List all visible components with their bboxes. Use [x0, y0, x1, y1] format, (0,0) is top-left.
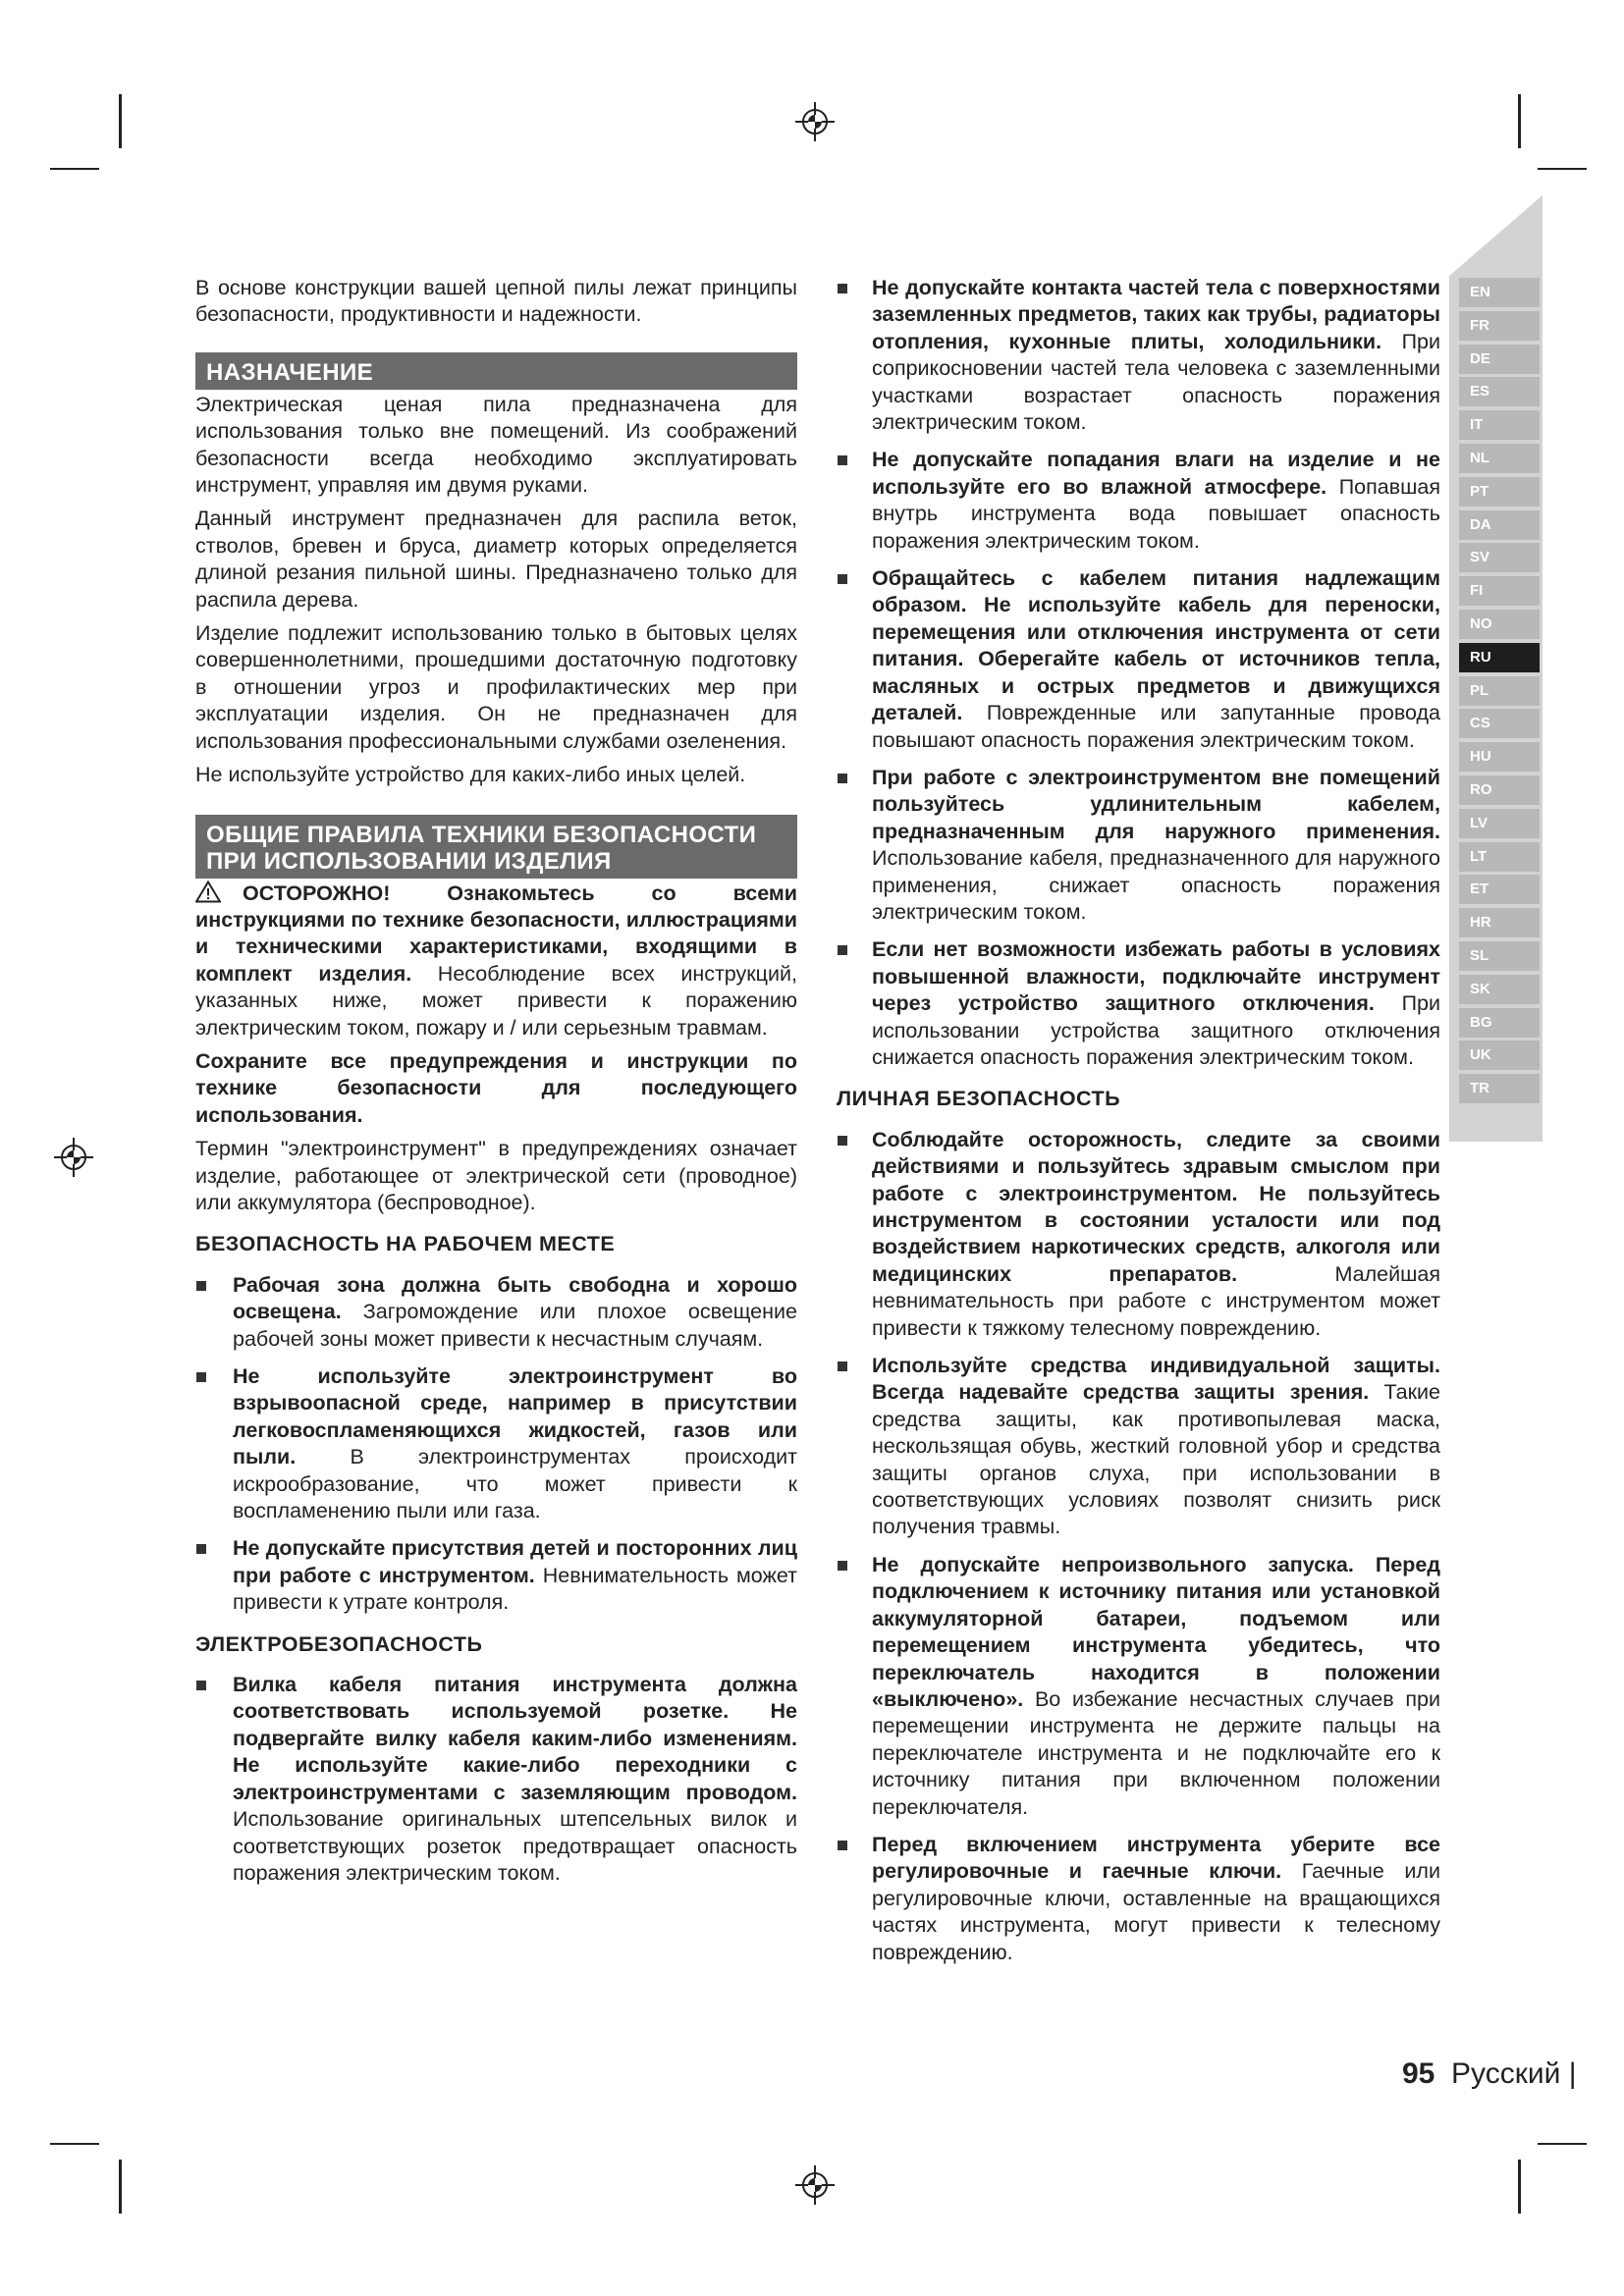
footer-separator: |: [1568, 2057, 1577, 2090]
purpose-paragraph: Электрическая ценая пила предназначена для использования только вне помещений. Из соображений безопасности всегда необходимо эксплуатировать инструмент, управляя им двумя руками.: [195, 392, 797, 498]
left-column: [195, 275, 797, 1897]
purpose-paragraph: Не используйте устройство для каких-либо иных целей.: [195, 763, 746, 787]
bullet-item: Обращайтесь с кабелем питания надлежащим образом. Не используйте кабель для переноски, перемещения или отключения инструмента от сети питания. Оберегайте кабель от источников тепла, масляных и острых предметов и движущихся деталей. Поврежденные или запутанные провода повышают опасность поражения электрическим током.: [837, 565, 1440, 754]
crop-mark-br-horizontal: [1538, 2143, 1587, 2145]
bullet-item: Если нет возможности избежать работы в условиях повышенной влажности, подключайте инструмент через устройство защитного отключения. При использовании устройства защитного отключения снижается опасность поражения электрическим током.: [837, 936, 1440, 1071]
purpose-paragraph: Данный инструмент предназначен для распила веток, стволов, бревен и бруса, диаметр которых определяется длиной резания пильной шины. Предназначено только для распила дерева.: [195, 507, 797, 612]
personal-safety-heading: ЛИЧНАЯ БЕЗОПАСНОСТЬ: [837, 1087, 1121, 1111]
registration-mark-icon: [795, 102, 835, 141]
language-tab-ru: RU: [1459, 643, 1540, 672]
crop-mark-bl-horizontal: [50, 2143, 99, 2145]
language-tab-lt: LT: [1459, 842, 1540, 872]
bullet-item: Рабочая зона должна быть свободна и хорошо освещена. Загромождение или плохое освещение рабочей зоны может привести к несчастным случаям.: [195, 1272, 797, 1353]
bullet-item: Перед включением инструмента уберите все регулировочные и гаечные ключи. Гаечные или регулировочные ключи, оставленные на вращающихся частях инструмента, могут привести к телесному повреждению.: [837, 1832, 1440, 1966]
warning-text: Несоблюдение всех инструкций, указанных ниже, может привести к поражению электрическим током, пожару и / или серьезным травмам.: [195, 961, 797, 1040]
warning-bold-text: ОСТОРОЖНО! Ознакомьтесь со всеми инструкциями по технике безопасности, иллюстрациями и техническими характеристиками, входящими в комплект изделия.: [195, 881, 797, 986]
registration-mark-icon: [795, 2165, 835, 2205]
purpose-paragraph: Изделие подлежит использованию только в бытовых целях совершеннолетними, прошедшими достаточную подготовку в отношении угроз и профилактических мер при эксплуатации изделия. Он не предназначен для использования профессиональными службами озеленения.: [195, 621, 797, 753]
workplace-safety-heading: БЕЗОПАСНОСТЬ НА РАБОЧЕМ МЕСТЕ: [195, 1232, 616, 1256]
page-footer: [1402, 2057, 1577, 2091]
language-name: Русский: [1451, 2057, 1561, 2090]
crop-mark-tr-horizontal: [1538, 168, 1587, 170]
language-tab-nl: NL: [1459, 444, 1540, 473]
language-tab-uk: UK: [1459, 1041, 1540, 1070]
language-tab-ro: RO: [1459, 775, 1540, 805]
language-tab-pt: PT: [1459, 477, 1540, 507]
language-tab-et: ET: [1459, 875, 1540, 904]
registration-mark-icon: [54, 1138, 93, 1177]
language-tab-pl: PL: [1459, 676, 1540, 706]
bullet-item: Вилка кабеля питания инструмента должна соответствовать используемой розетке. Не подвергайте вилку кабеля каким-либо изменениям. Не используйте какие-либо переходники с электроинструментами с заземляющим проводом. Использование оригинальных штепсельных вилок и соответствующих розеток предотвращает опасность поражения электрическим током.: [195, 1672, 797, 1887]
language-tab-sv: SV: [1459, 543, 1540, 572]
purpose-heading: НАЗНАЧЕНИЕ: [195, 352, 797, 390]
bullet-item: Используйте средства индивидуальной защиты. Всегда надевайте средства защиты зрения. Такие средства защиты, как противопылевая маска, нескользящая обувь, жесткий головной убор и средства защиты органов слуха, при использовании в соответствующих условиях позволят снизить риск получения травмы.: [837, 1353, 1440, 1541]
language-tab-de: DE: [1459, 345, 1540, 374]
warning-triangle-icon: [195, 881, 221, 903]
intro-paragraph: В основе конструкции вашей цепной пилы лежат принципы безопасности, продуктивности и надежности.: [195, 276, 797, 327]
page-number: 95: [1402, 2057, 1435, 2090]
language-tab-da: DA: [1459, 510, 1540, 540]
general-safety-heading: [195, 815, 797, 879]
bullet-item: Соблюдайте осторожность, следите за своими действиями и пользуйтесь здравым смыслом при работе с электроинструментом. Не пользуйтесь инструментом в состоянии усталости или под воздействием наркотических средств, алкоголя или медицинских препаратов. Малейшая невнимательность при работе с инструментом может привести к тяжкому телесному повреждению.: [837, 1127, 1440, 1342]
crop-mark-bl-vertical: [119, 2160, 122, 2214]
language-tab-bg: BG: [1459, 1008, 1540, 1038]
bullet-item: Не допускайте присутствия детей и посторонних лиц при работе с инструментом. Невнимательность может привести к утрате контроля.: [195, 1535, 797, 1616]
bullet-item: Не допускайте контакта частей тела с поверхностями заземленных предметов, таких как трубы, радиаторы отопления, кухонные плиты, холодильники. При соприкосновении частей тела человека с заземленными участками возрастает опасность поражения электрическим током.: [837, 275, 1440, 436]
language-tab-hu: HU: [1459, 742, 1540, 772]
bullet-item: Не допускайте непроизвольного запуска. Перед подключением к источнику питания или установкой аккумуляторной батареи, подъемом или перемещением инструмента убедитесь, что переключатель находится в положении «выключено». Во избежание несчастных случаев при перемещении инструмента не держите пальцы на переключателе инструмента и не подключайте его к источнику питания при включенном положении переключателя.: [837, 1552, 1440, 1821]
language-tab-tr: TR: [1459, 1074, 1540, 1103]
crop-mark-tr-vertical: [1518, 94, 1521, 148]
bullet-item: При работе с электроинструментом вне помещений пользуйтесь удлинительным кабелем, предназначенным для наружного применения. Использование кабеля, предназначенного для наружного применения, снижает опасность поражения электрическим током.: [837, 765, 1440, 926]
language-tab-sl: SL: [1459, 941, 1540, 971]
keep-instructions-paragraph: Сохраните все предупреждения и инструкции по технике безопасности для последующего использования.: [195, 1048, 797, 1127]
electrical-safety-heading: ЭЛЕКТРОБЕЗОПАСНОСТЬ: [195, 1631, 483, 1656]
language-tab-no: NO: [1459, 610, 1540, 639]
crop-mark-br-vertical: [1518, 2160, 1521, 2214]
language-tab-it: IT: [1459, 410, 1540, 440]
general-safety-heading-line: ПРИ ИСПОЛЬЗОВАНИИ ИЗДЕЛИЯ: [206, 847, 612, 875]
bullet-item: Не используйте электроинструмент во взрывоопасной среде, например в присутствии легковоспламеняющихся жидкостей, газов или пыли. В электроинструментах происходит искрообразование, что может привести к воспламенению пыли или газа.: [195, 1363, 797, 1524]
right-column: [837, 275, 1440, 1977]
language-tab-en: EN: [1459, 278, 1540, 307]
bullet-item: Не допускайте попадания влаги на изделие и не используйте его во влажной атмосфере. Попавшая внутрь инструмента вода повышает опасность поражения электрическим током.: [837, 447, 1440, 555]
language-tab-fr: FR: [1459, 311, 1540, 341]
language-tab-cs: CS: [1459, 709, 1540, 738]
general-safety-heading-line: ОБЩИЕ ПРАВИЛА ТЕХНИКИ БЕЗОПАСНОСТИ: [206, 821, 757, 848]
language-tab-hr: HR: [1459, 908, 1540, 937]
language-tab-panel: [1449, 195, 1549, 1142]
language-tab-lv: LV: [1459, 809, 1540, 838]
language-tab-fi: FI: [1459, 576, 1540, 606]
language-tab-es: ES: [1459, 377, 1540, 406]
warning-paragraph: [195, 881, 797, 1041]
language-tab-sk: SK: [1459, 975, 1540, 1004]
crop-mark-tl-vertical: [119, 94, 122, 148]
term-definition-paragraph: Термин "электроинструмент" в предупреждениях означает изделие, работающее от электрической сети (проводное) или аккумулятора (беспроводное).: [195, 1137, 797, 1214]
crop-mark-tl-horizontal: [50, 168, 99, 170]
